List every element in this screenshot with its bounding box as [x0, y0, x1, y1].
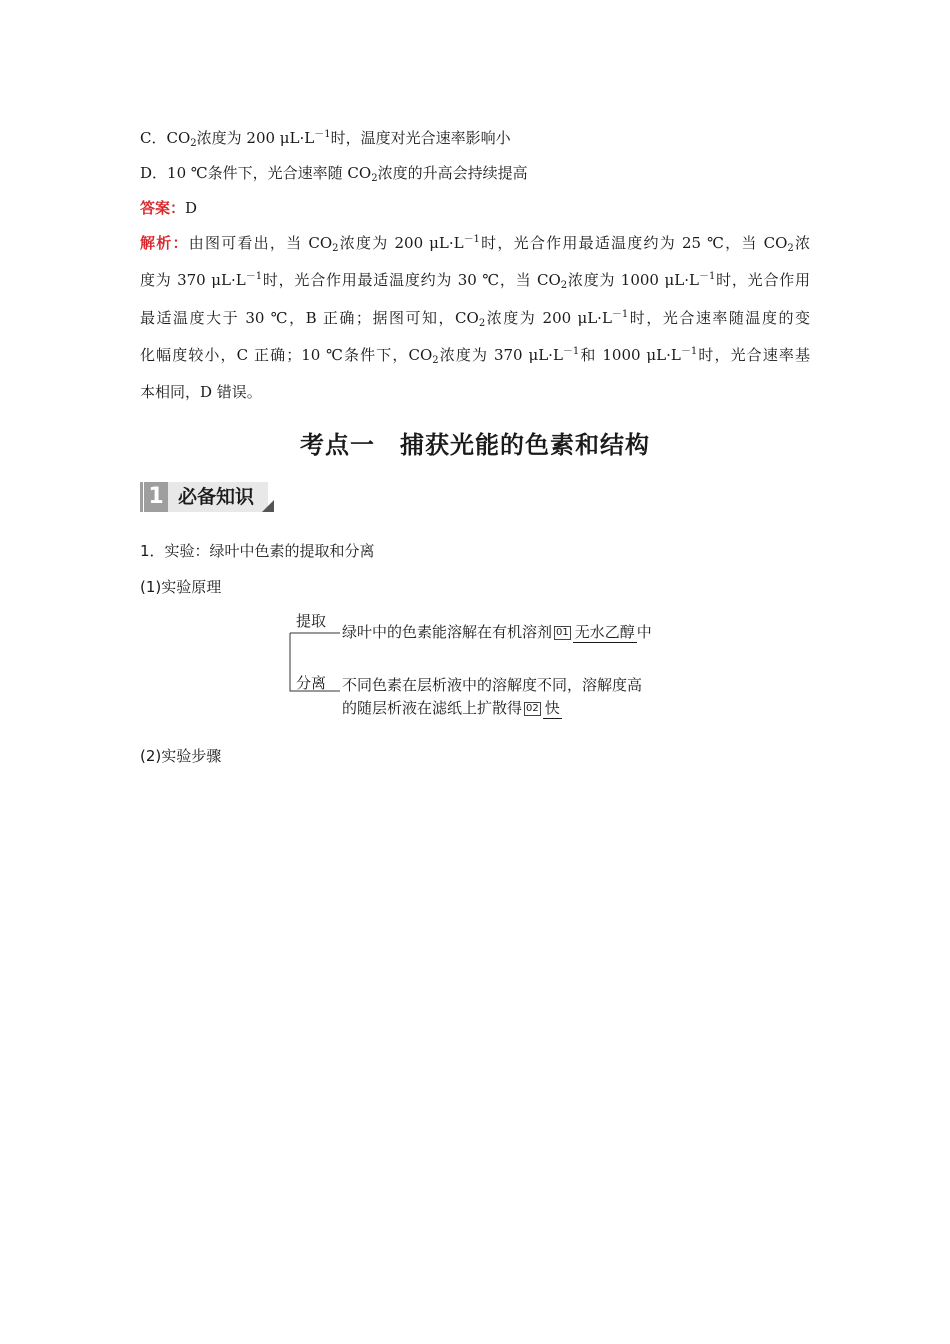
option-d: D．10 ℃条件下，光合速率随 $CO_2$浓度的升高会持续提高 — [140, 164, 528, 184]
option-c: C．$CO_2$浓度为 200 $\mu L\cdot L^{-1}$时，温度对光合速率影响小 — [140, 129, 511, 149]
section-badge — [140, 480, 276, 514]
item-1-1-heading: (1)实验原理 — [140, 578, 222, 596]
section-title: 考点一 捕获光能的色素和结构 — [300, 431, 650, 459]
analysis-line-2: 度为 370 $\mu L\cdot L^{-1}$时，光合作用最适温度约为 30 ℃，当 $CO_2$浓度为 1000 $\mu L\cdot L^{-1}$时，光合作用 — [140, 271, 810, 291]
analysis-line-5: 本相同，D 错误。 — [140, 383, 262, 401]
separate-text-2: 的随层析液在滤纸上扩散得 02 快 — [342, 699, 560, 717]
analysis-line-1: 解析：由图可看出，当 $CO_2$浓度为 200 $\mu L\cdot L^{-1}$时，光合作用最适温度约为 25 ℃，当 $CO_2$浓 — [140, 234, 810, 254]
extract-text: 绿叶中的色素能溶解在有机溶剂 01 无水乙醇 中 — [342, 623, 652, 641]
answer-line — [140, 198, 197, 218]
analysis-line-4: 化幅度较小，C 正确；10 ℃条件下，$CO_2$浓度为 370 $\mu L\cdot L^{-1}$和 1000 $\mu L\cdot L^{-1}$时，光合速率基 — [140, 346, 811, 366]
badge-bar — [140, 482, 143, 512]
blank-number-01: 01 — [556, 627, 569, 638]
badge-corner-mark — [262, 500, 274, 512]
analysis-line-3: 最适温度大于 30 ℃，B 正确；据图可知，$CO_2$浓度为 200 $\mu L\cdot L^{-1}$时，光合速率随温度的变 — [140, 309, 810, 329]
badge-number: 1 — [144, 482, 168, 512]
blank-2-answer: 快 — [544, 699, 560, 717]
item-1-heading: 1．实验：绿叶中色素的提取和分离 — [140, 542, 375, 560]
answer-label: 答案： — [140, 199, 186, 217]
principle-diagram — [288, 607, 668, 723]
blank-number-02: 02 — [526, 703, 539, 714]
item-1-2-heading: (2)实验步骤 — [140, 747, 222, 765]
analysis-label: 解析： — [140, 234, 189, 252]
answer-value: D — [185, 199, 198, 217]
separate-text-1: 不同色素在层析液中的溶解度不同，溶解度高 — [342, 676, 643, 694]
badge-label: 必备知识 — [168, 482, 268, 512]
separate-label: 分离 — [296, 674, 327, 692]
blank-1-answer: 无水乙醇 — [574, 623, 635, 641]
extract-label: 提取 — [296, 612, 327, 630]
